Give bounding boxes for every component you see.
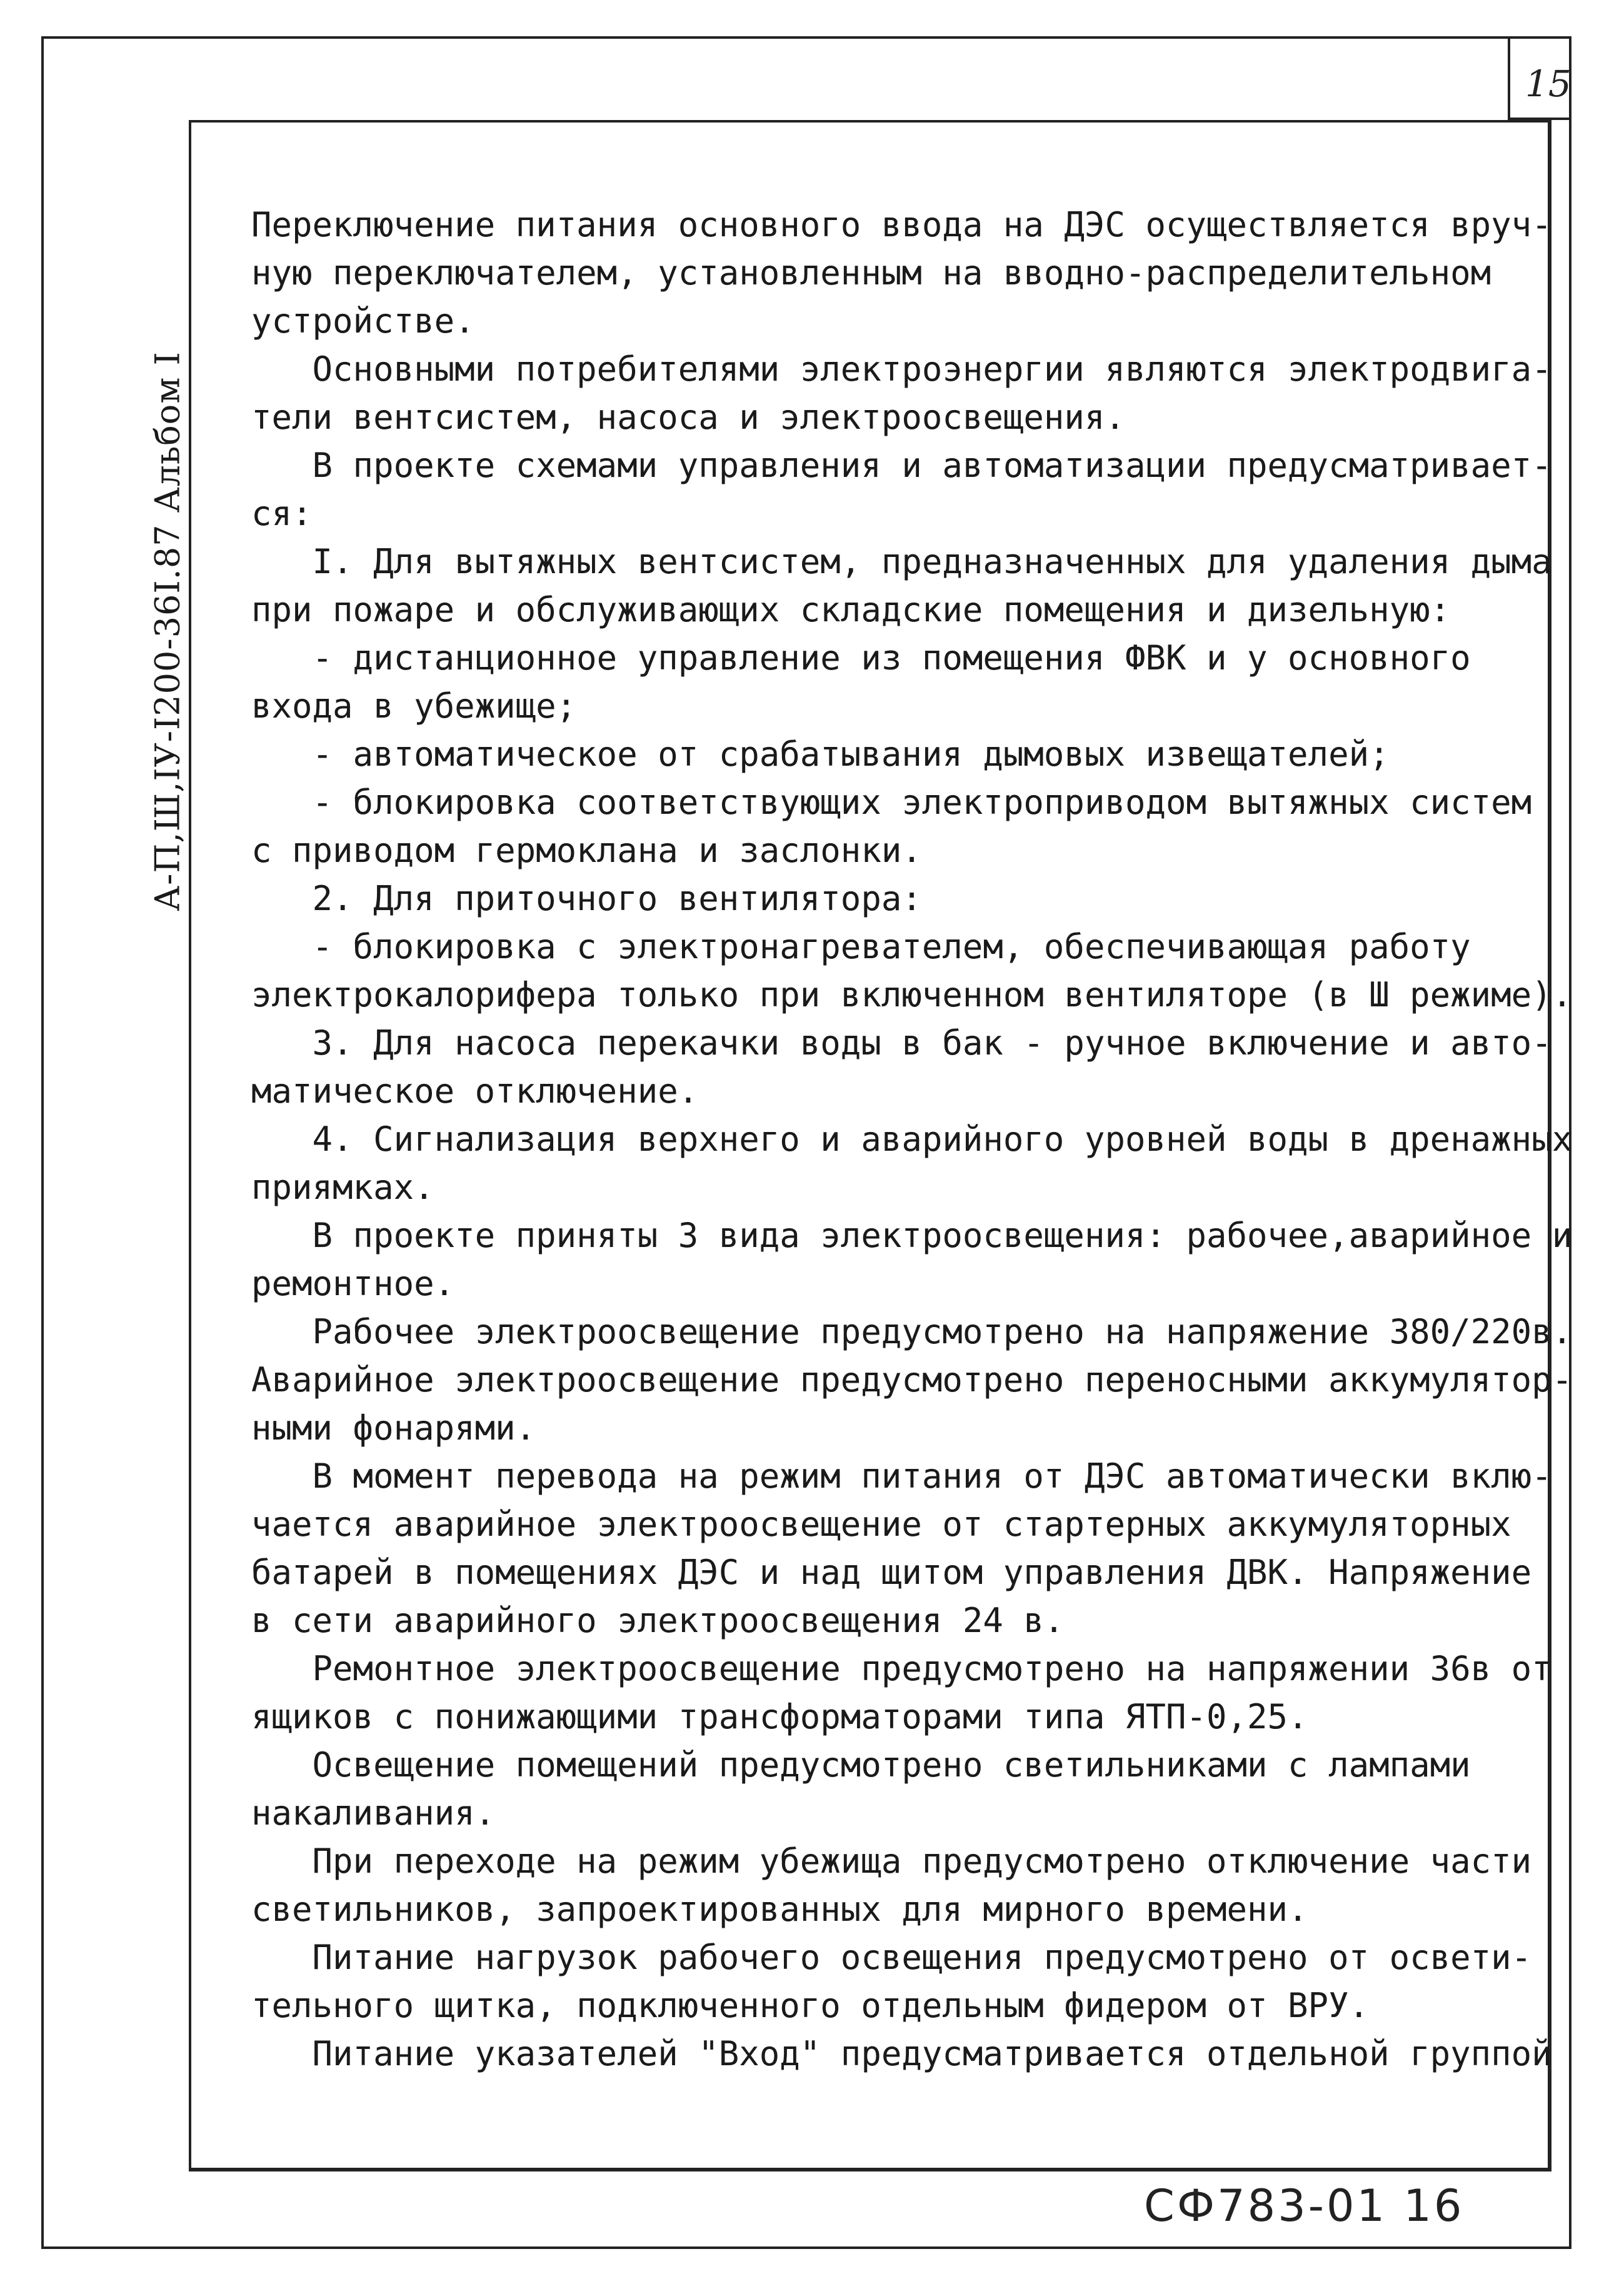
body-line: I. Для вытяжных вентсистем, предназначенных для удаления дыма (251, 542, 1552, 581)
body-line: Рабочее электроосвещение предусмотрено на напряжение 380/220в. (251, 1312, 1573, 1351)
body-line: 3. Для насоса перекачки воды в бак - ручное включение и авто- (251, 1023, 1552, 1063)
body-line: накаливания. (251, 1793, 496, 1833)
page-number: 15 (1525, 63, 1571, 105)
side-stamp: А-П,Ш,IУ-I200-36I.87 Альбом I (148, 351, 188, 911)
body-line: 2. Для приточного вентилятора: (251, 879, 922, 918)
body-line: ся: (251, 494, 313, 533)
body-line: ными фонарями. (251, 1408, 536, 1448)
body-line: ную переключателем, установленным на вводно-распределительном (251, 253, 1491, 293)
body-line: матическое отключение. (251, 1071, 699, 1111)
body-line: тельного щитка, подключенного отдельным фидером от ВРУ. (251, 1986, 1370, 2025)
body-line: тели вентсистем, насоса и электроосвещения. (251, 398, 1125, 437)
body-line: Питание нагрузок рабочего освещения предусмотрено от освети- (251, 1938, 1532, 1977)
body-line: электрокалорифера только при включенном вентиляторе (в Ш режиме). (251, 975, 1573, 1014)
body-line: - блокировка соответствующих электроприводом вытяжных систем (251, 783, 1532, 822)
body-line: с приводом гермоклана и заслонки. (251, 831, 922, 870)
body-line: При переходе на режим убежища предусмотрено отключение части (251, 1841, 1532, 1881)
body-line: батарей в помещениях ДЭС и над щитом управления ДВК. Напряжение (251, 1553, 1532, 1592)
body-line: В проекте схемами управления и автоматизации предусматривает- (251, 446, 1552, 485)
body-line: Аварийное электроосвещение предусмотрено переносными аккумулятор- (251, 1360, 1573, 1400)
body-line: - дистанционное управление из помещения ФВК и у основного (251, 638, 1471, 678)
body-line: приямках. (251, 1168, 434, 1207)
body-line: Основными потребителями электроэнергии являются электродвига- (251, 349, 1552, 389)
body-line: при пожаре и обслуживающих складские помещения и дизельную: (251, 590, 1451, 629)
body-line: Освещение помещений предусмотрено светильниками с лампами (251, 1745, 1471, 1785)
body-line: 4. Сигнализация верхнего и аварийного уровней воды в дренажных (251, 1119, 1573, 1159)
body-line: устройстве. (251, 301, 475, 341)
body-line: Питание указателей "Вход" предусматривается отдельной группой (251, 2034, 1552, 2073)
body-line: ящиков с понижающими трансформаторами типа ЯТП-0,25. (251, 1697, 1308, 1736)
body-line: Ремонтное электроосвещение предусмотрено на напряжении 36в от (251, 1649, 1552, 1688)
body-line: - блокировка с электронагревателем, обеспечивающая работу (251, 927, 1471, 966)
document-code: СФ783-01 16 (1144, 2180, 1465, 2231)
body-line: В момент перевода на режим питания от ДЭС автоматически вклю- (251, 1456, 1552, 1496)
body-line: В проекте приняты 3 вида электроосвещения: рабочее,аварийное и (251, 1216, 1573, 1255)
body-line: входа в убежище; (251, 686, 577, 726)
body-line: Переключение питания основного ввода на ДЭС осуществляется вруч- (251, 205, 1552, 244)
body-line: светильников, запроектированных для мирного времени. (251, 1890, 1308, 1929)
body-line: ремонтное. (251, 1264, 455, 1303)
body-line: в сети аварийного электроосвещения 24 в. (251, 1601, 1065, 1640)
body-line: чается аварийное электроосвещение от стартерных аккумуляторных (251, 1505, 1511, 1544)
body-line: - автоматическое от срабатывания дымовых извещателей; (251, 734, 1390, 774)
